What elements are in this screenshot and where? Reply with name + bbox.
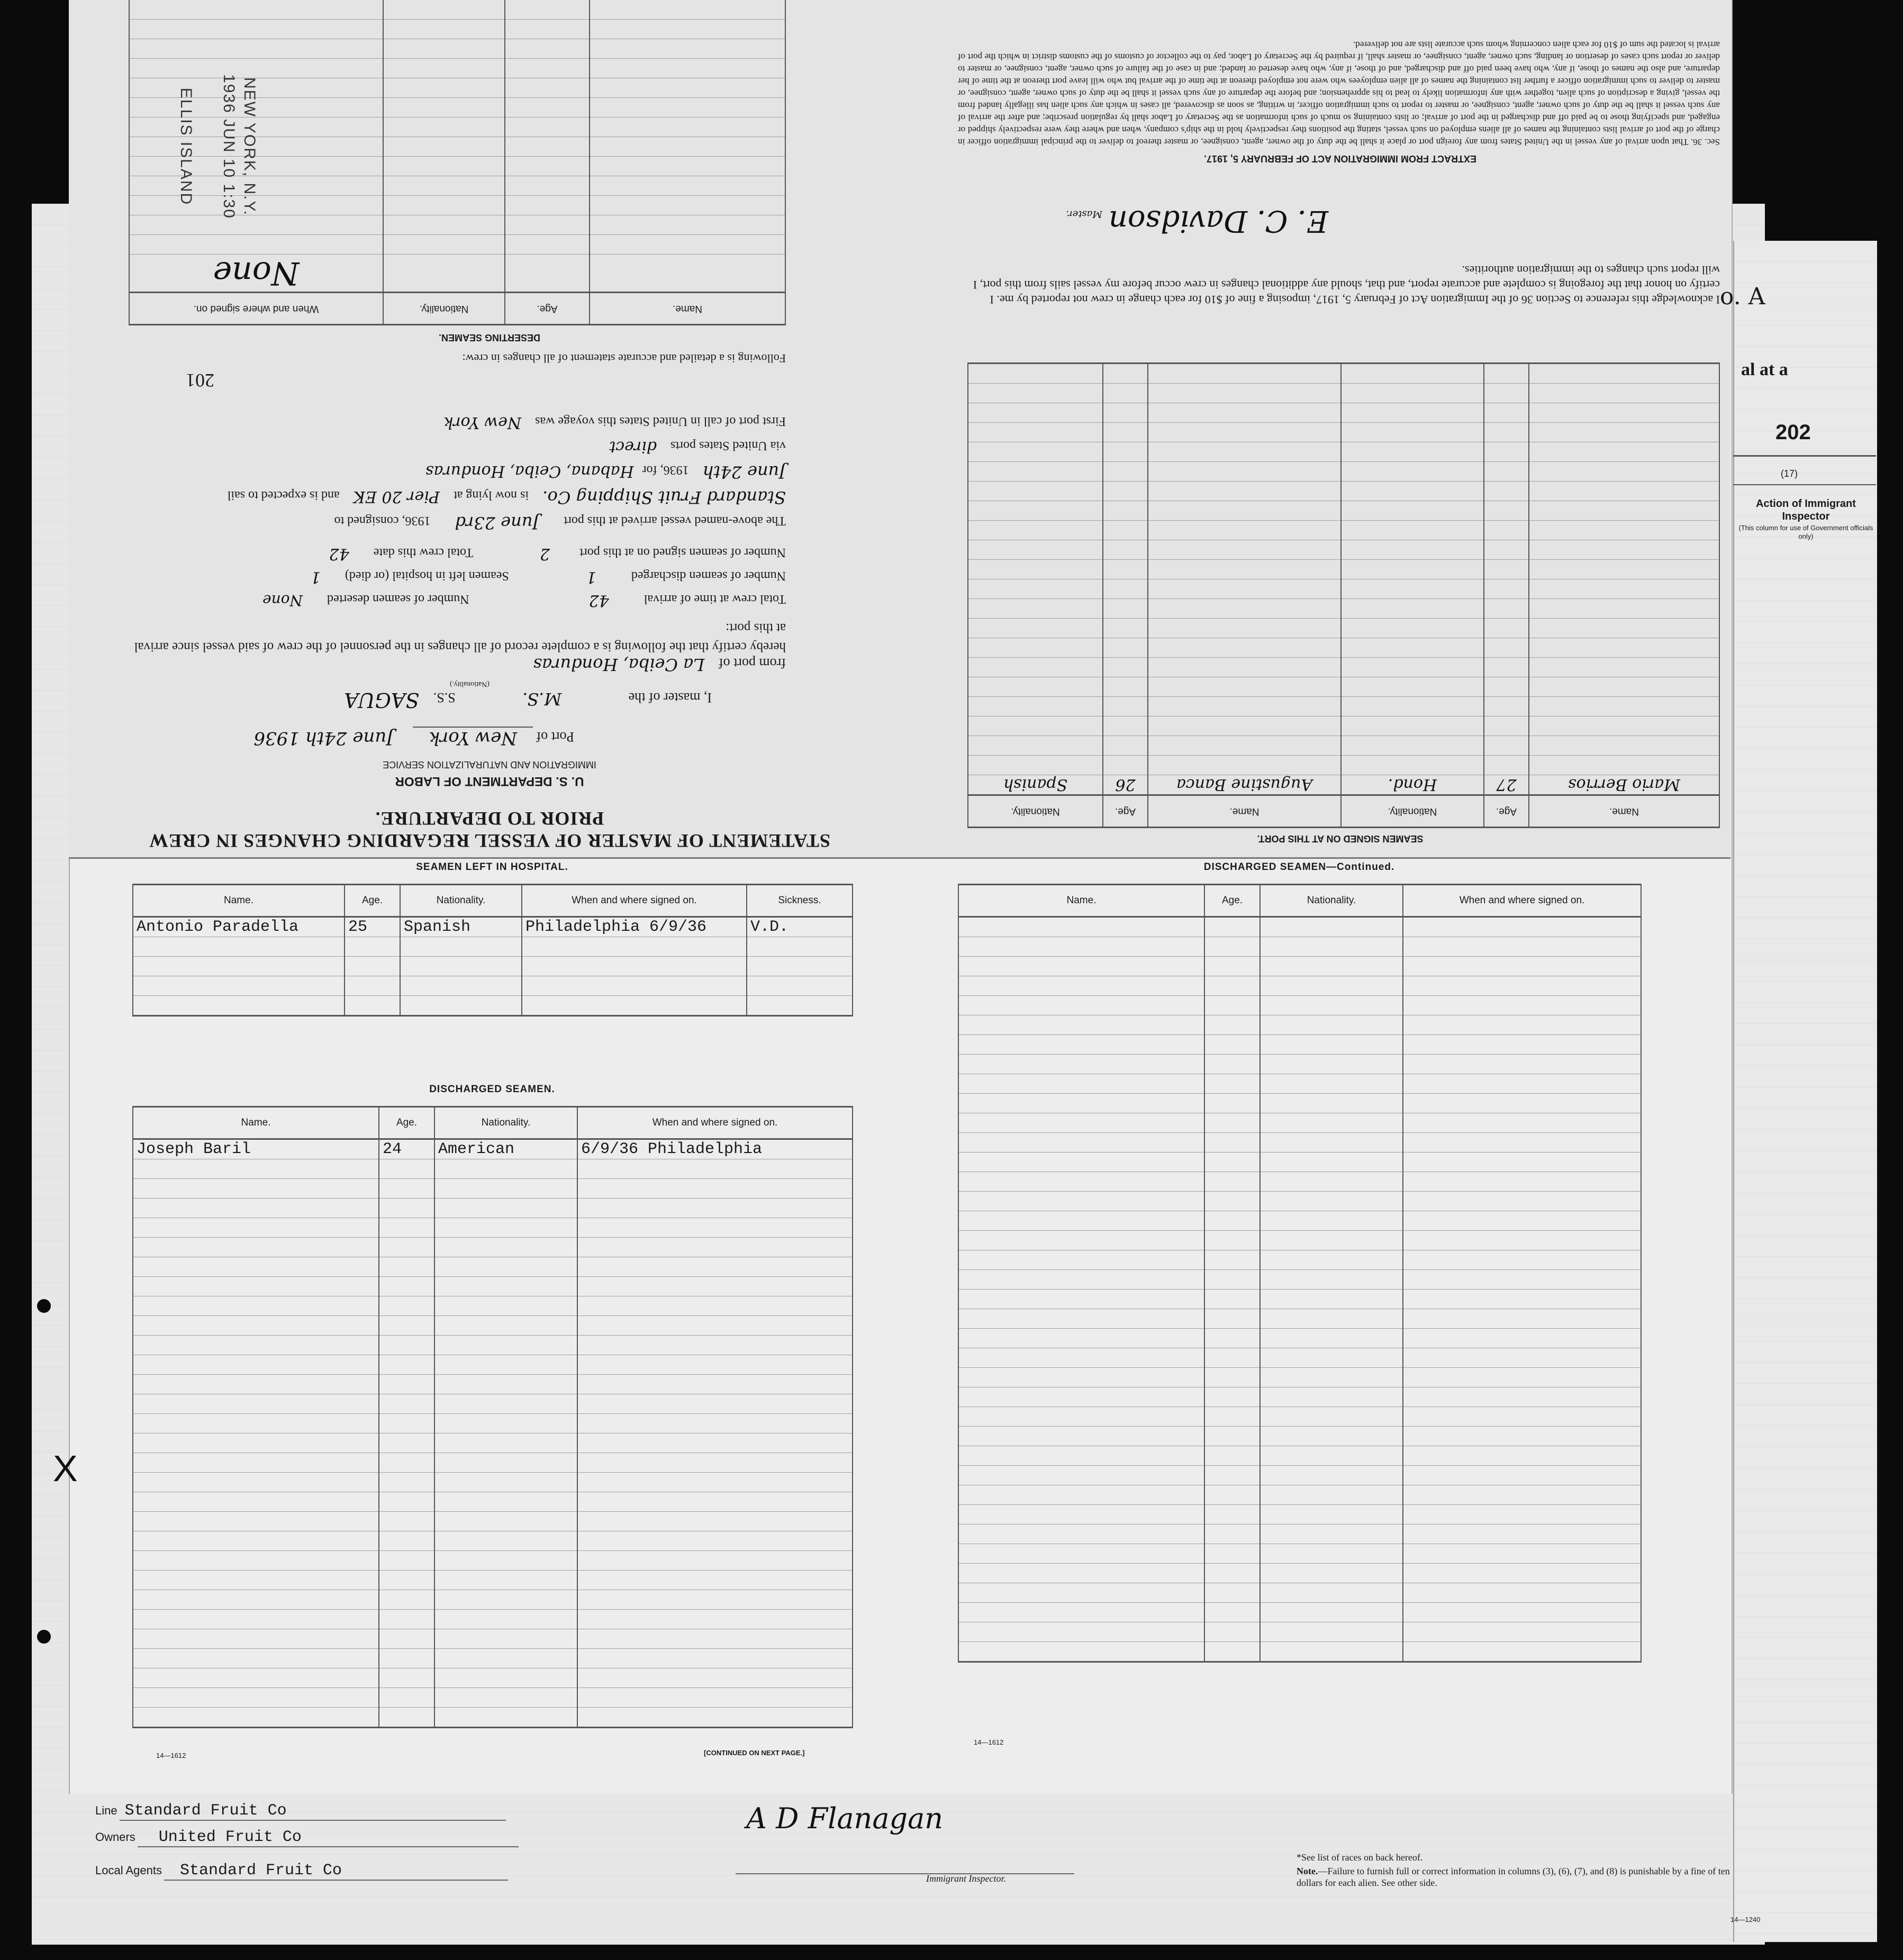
dept-line: U. S. DEPARTMENT OF LABOR	[395, 774, 584, 788]
master-line: I, master of the M.S. S.S. SAGUA	[344, 688, 712, 712]
certify-text: hereby certify that the following is a complete record of all changes in the personnel of the crew of said vessel since arrival at this port:	[134, 621, 786, 654]
table-row: Antonio Paradella 25 Spanish Philadelphia 6/9/36 V.D.	[133, 917, 853, 937]
inspector-line	[736, 1873, 1074, 1874]
col-name: Name.	[958, 885, 1204, 917]
master-signature: E. C. Davidson Master.	[1066, 204, 1328, 238]
acknowledgement-text: I acknowledge this reference to Section 36 of the Immigration Act of February 5, 1917, imposing a fine of $10 for each change in crew not reported by me. I certify on honor that the foregoing is complete and accurate report, and that, should any additional changes in crew occur before my vessel sails from this port, I will report such changes to the immigration authorities.	[973, 264, 1720, 306]
right-margin-mark: o. A	[1720, 283, 1765, 310]
inspector-signature: A D Flanagan	[746, 1802, 944, 1835]
discharged-title: DISCHARGED SEAMEN.	[429, 1084, 555, 1095]
hospital-table	[132, 884, 853, 1017]
extract-title: EXTRACT FROM IMMIGRATION ACT OF FEBRUARY 5, 1917.	[1203, 153, 1477, 164]
inspector-label: Immigrant Inspector.	[926, 1873, 1006, 1884]
left-margin-x: X	[53, 1448, 78, 1489]
extract-text: Sec. 36. That upon arrival of any vessel in the United States from any foreign port or place it shall be the duty of the owner, agent, consignee, or master thereof to deliver to the principal immigration officer in charge of the port of arrival lists containing the names of all aliens employed on such vessel, stating the positions they respectively hold in the ship's company, when and where they were respectively shipped or engaged, and specifying those to be paid off and discharged in the port of arrival; or lists containing so much of such information as the Secretary of Labor shall by regulation prescribe; and after the arrival of any such vessel it shall be the duty of such owner, agent, consignee, or master to report to such immigration officer, in writing, as soon as discovered, all cases in which any such alien has illegally landed from the vessel, giving a description of such alien, together with any information likely to lead to his apprehension; and before the departure of any such vessel it shall be the duty of such owner, agent, consignee, or master to deliver to such immigration officer a further list containing the names of all alien employees who were not employed thereon at the time of the arrival but who will leave port thereon at the time of her departure, and also the names of those, if any, who have been paid off and discharged, and of those, if any, who have deserted or landed; and in case of the failure of such owner, agent, consignee, or master to deliver or report such cases of desertion or landing, such owner, agent, consignee, or master shall, if required by the Secretary of Labor, pay to the collector of customs of the customs district in which the port of arrival is located the sum of $10 for each alien concerning whom such accurate lists are not delivered.	[958, 40, 1720, 147]
vessel-details: The above-named vessel arrived at this port June 23rd 1936, consigned to Standard Fruit Shipping Co. is now lying at Pier 20 EK and is expected to sail June 24th 1936, for Habana, Ceiba, Honduras via United States ports direct First port of call in United States this voyage was New York	[227, 413, 786, 533]
footer-owners: Owners United Fruit Co	[95, 1828, 519, 1847]
footer-line: Line Standard Fruit Co	[95, 1802, 506, 1821]
continued-note: [CONTINUED ON NEXT PAGE.]	[704, 1749, 805, 1757]
col-nationality: Nationality.	[968, 795, 1103, 828]
page-number: 202	[1775, 421, 1811, 444]
right-col-rule-2	[1733, 484, 1876, 485]
col-name: Name.	[133, 1107, 379, 1139]
footer-agents: Local Agents Standard Fruit Co	[95, 1862, 508, 1881]
footnote-races: *See list of races on back hereof.	[1297, 1852, 1423, 1863]
col-nationality: Nationality.	[434, 1107, 577, 1139]
from-port-line: from port of La Ceiba, Honduras	[533, 655, 786, 675]
col-nationality: Nationality.	[383, 293, 505, 325]
col-nationality: Nationality.	[400, 885, 522, 917]
form-number-footer: 14—1240	[1730, 1916, 1761, 1923]
right-margin-fragment: al at a	[1741, 360, 1788, 379]
form-number-left: 14—1612	[156, 1752, 186, 1759]
col-signed-on: When and where signed on.	[129, 293, 383, 325]
col-age: Age.	[379, 1107, 434, 1139]
following-text: Following is a detailed and accurate statement of all changes in crew:	[462, 352, 786, 365]
col-signed-on: When and where signed on.	[522, 885, 747, 917]
table-row: Joseph Baril 24 American 6/9/36 Philadelphia	[133, 1139, 853, 1159]
right-col-subheader: (This column for use of Government officials only)	[1738, 524, 1873, 540]
upside-down-right-panel	[950, 0, 1730, 852]
discharged-continued-table	[958, 884, 1642, 1663]
right-col-number: (17)	[1781, 468, 1798, 479]
col-sickness: Sickness.	[747, 885, 853, 917]
ellis-island-stamp: ELLIS ISLAND 1936 JUN 10 1:30 NEW YORK, N.Y.	[177, 74, 258, 219]
hospital-title: SEAMEN LEFT IN HOSPITAL.	[416, 861, 568, 873]
service-line: IMMIGRATION AND NATURALIZATION SERVICE	[383, 759, 596, 770]
deserting-none: None	[213, 255, 300, 292]
col-nationality: Nationality.	[1260, 885, 1403, 917]
deserting-title: DESERTING SEAMEN.	[438, 332, 541, 343]
port-line: Port of New York June 24th 1936	[253, 728, 574, 749]
right-col-header: Action of Immigrant Inspector	[1756, 498, 1856, 522]
col-name: Name.	[1529, 795, 1719, 828]
col-age: Age.	[345, 885, 400, 917]
footnote-penalty: Note.—Failure to furnish full or correct information in columns (3), (6), (7), and (8) is punishable by a fine of ten dollars for each alien. See other side.	[1297, 1866, 1730, 1888]
punch-hole-1	[37, 1299, 51, 1313]
table-row: Mario Berrios 27 Hond. Augustine Banca 26 Spanish	[968, 775, 1719, 795]
col-age: Age.	[505, 293, 590, 325]
discharged-continued-title: DISCHARGED SEAMEN—Continued.	[1203, 861, 1395, 873]
col-age: Age.	[1204, 885, 1260, 917]
col-signed-on: When and where signed on.	[1403, 885, 1641, 917]
crew-counts: Total crew at time of arrival 42 Number of seamen deserted None Number of seamen discharged 1 Seamen left in hospital (or died) 1 Number of seamen signed on at this port 2 Total crew this date 42	[262, 545, 786, 610]
right-col-rule	[1733, 455, 1876, 457]
col-signed-on: When and where signed on.	[577, 1107, 853, 1139]
nationality-caption: (Nationality.)	[450, 680, 490, 688]
col-name: Name.	[133, 885, 345, 917]
col-nationality: Nationality.	[1341, 795, 1484, 828]
col-age: Age.	[1484, 795, 1529, 828]
signed-on-title: SEAMEN SIGNED ON AT THIS PORT.	[1257, 833, 1424, 844]
right-ledger-strip	[1733, 241, 1877, 1942]
signed-on-table	[967, 362, 1720, 828]
col-name: Name.	[590, 293, 785, 325]
statement-title: STATEMENT OF MASTER OF VESSEL REGARDING CHANGES IN CREW PRIOR TO DEPARTURE.	[149, 808, 830, 851]
col-age: Age.	[1103, 795, 1148, 828]
col-name: Name.	[1148, 795, 1341, 828]
deserting-number: 201	[186, 370, 214, 391]
punch-hole-2	[37, 1630, 51, 1644]
form-number-right: 14—1612	[974, 1738, 1004, 1746]
discharged-table	[132, 1106, 853, 1728]
